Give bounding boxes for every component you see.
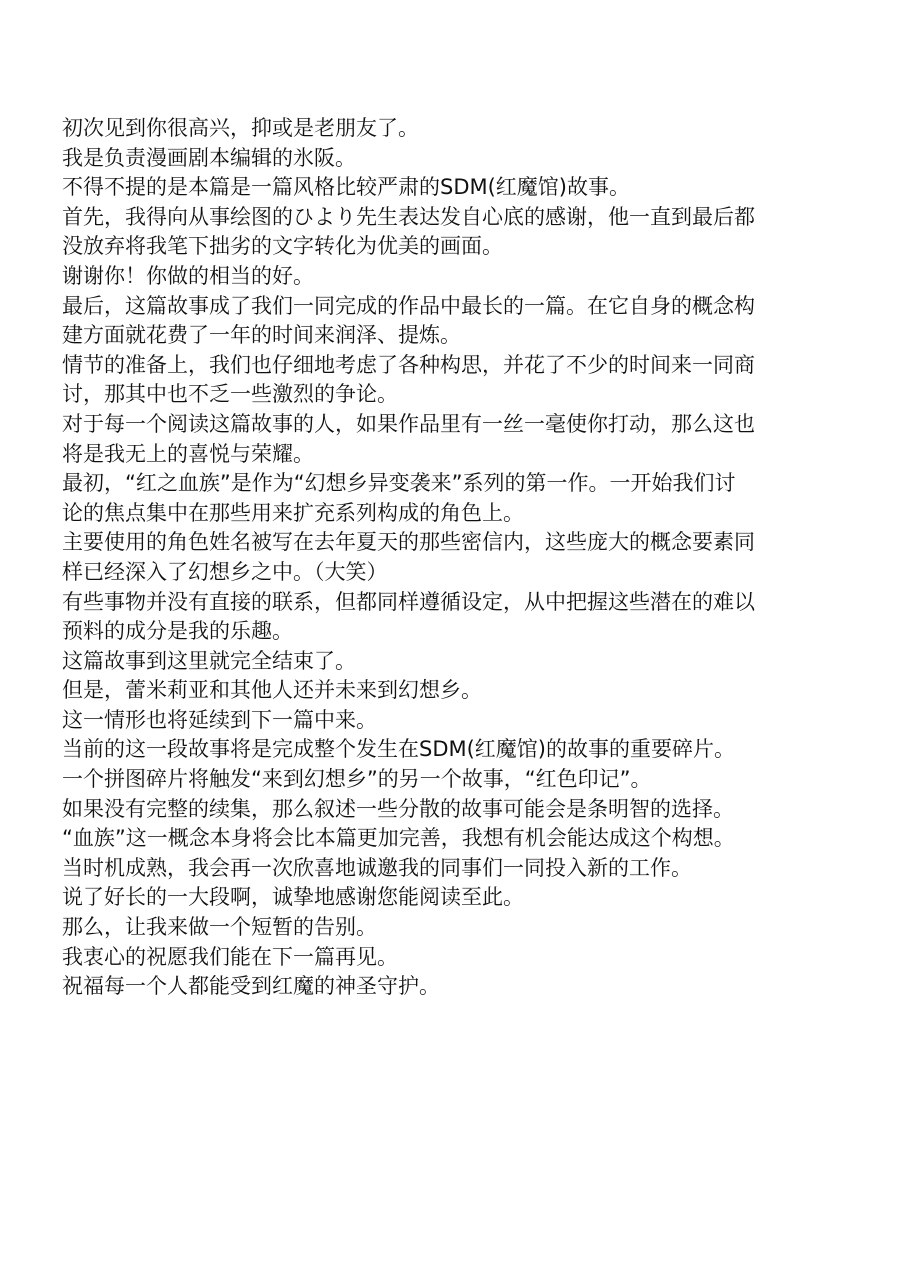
text-line: 将是我无上的喜悦与荣耀。: [62, 441, 314, 466]
text-line: 首先，我得向从事绘图的ひより先生表达发自心底的感谢，他一直到最后都: [62, 204, 755, 229]
text-line: 初次见到你很高兴，抑或是老朋友了。: [62, 116, 419, 140]
text-line: 祝福每一个人都能受到红魔的神圣守护。: [62, 974, 440, 999]
text-line: 主要使用的角色姓名被写在去年夏天的那些密信内，这些庞大的概念要素同: [62, 530, 755, 555]
text-line: 当前的这一段故事将是完成整个发生在SDM(红魔馆)的故事的重要碎片。: [62, 737, 736, 762]
text-line: 我衷心的祝愿我们能在下一篇再见。: [62, 944, 398, 969]
text-line: 最后，这篇故事成了我们一同完成的作品中最长的一篇。在它自身的概念构: [62, 293, 755, 318]
text-line: 但是，蕾米莉亚和其他人还并未来到幻想乡。: [62, 678, 482, 703]
text-line: 当时机成熟，我会再一次欣喜地诚邀我的同事们一同投入新的工作。: [62, 855, 692, 880]
text-line: 说了好长的一大段啊，诚挚地感谢您能阅读至此。: [62, 885, 524, 910]
text-line: 建方面就花费了一年的时间来润泽、提炼。: [62, 323, 461, 348]
text-line: 有些事物并没有直接的联系，但都同样遵循设定，从中把握这些潜在的难以: [62, 589, 755, 614]
text-line: 没放弃将我笔下拙劣的文字转化为优美的画面。: [62, 234, 503, 259]
text-line: 那么，让我来做一个短暂的告别。: [62, 915, 377, 940]
text-line: 讨，那其中也不乏一些激烈的争论。: [62, 382, 398, 407]
text-line: 不得不提的是本篇是一篇风格比较严肃的SDM(红魔馆)故事。: [62, 175, 631, 200]
text-line: 情节的准备上，我们也仔细地考虑了各种构思，并花了不少的时间来一同商: [62, 352, 755, 377]
text-line: 预料的成分是我的乐趣。: [62, 619, 293, 644]
text-line: 论的焦点集中在那些用来扩充系列构成的角色上。: [62, 500, 524, 525]
text-line: 对于每一个阅读这篇故事的人，如果作品里有一丝一毫使你打动，那么这也: [62, 411, 755, 436]
text-line: 我是负责漫画剧本编辑的氷阪。: [62, 145, 356, 170]
text-line: 如果没有完整的续集，那么叙述一些分散的故事可能会是条明智的选择。: [62, 796, 734, 821]
text-line: “血族”这一概念本身将会比本篇更加完善，我想有机会能达成这个构想。: [62, 826, 735, 851]
text-line: 谢谢你！你做的相当的好。: [62, 263, 314, 288]
text-line: 一个拼图碎片将触发“来到幻想乡”的另一个故事，“红色印记”。: [62, 767, 652, 792]
text-line: 这篇故事到这里就完全结束了。: [62, 648, 356, 673]
text-line: 最初，“红之血族”是作为“幻想乡异变袭来”系列的第一作。一开始我们讨: [62, 471, 736, 496]
text-line: 这一情形也将延续到下一篇中来。: [62, 707, 377, 732]
text-line: 样已经深入了幻想乡之中。（大笑）: [62, 559, 388, 584]
afterword-text: [62, 114, 782, 1002]
